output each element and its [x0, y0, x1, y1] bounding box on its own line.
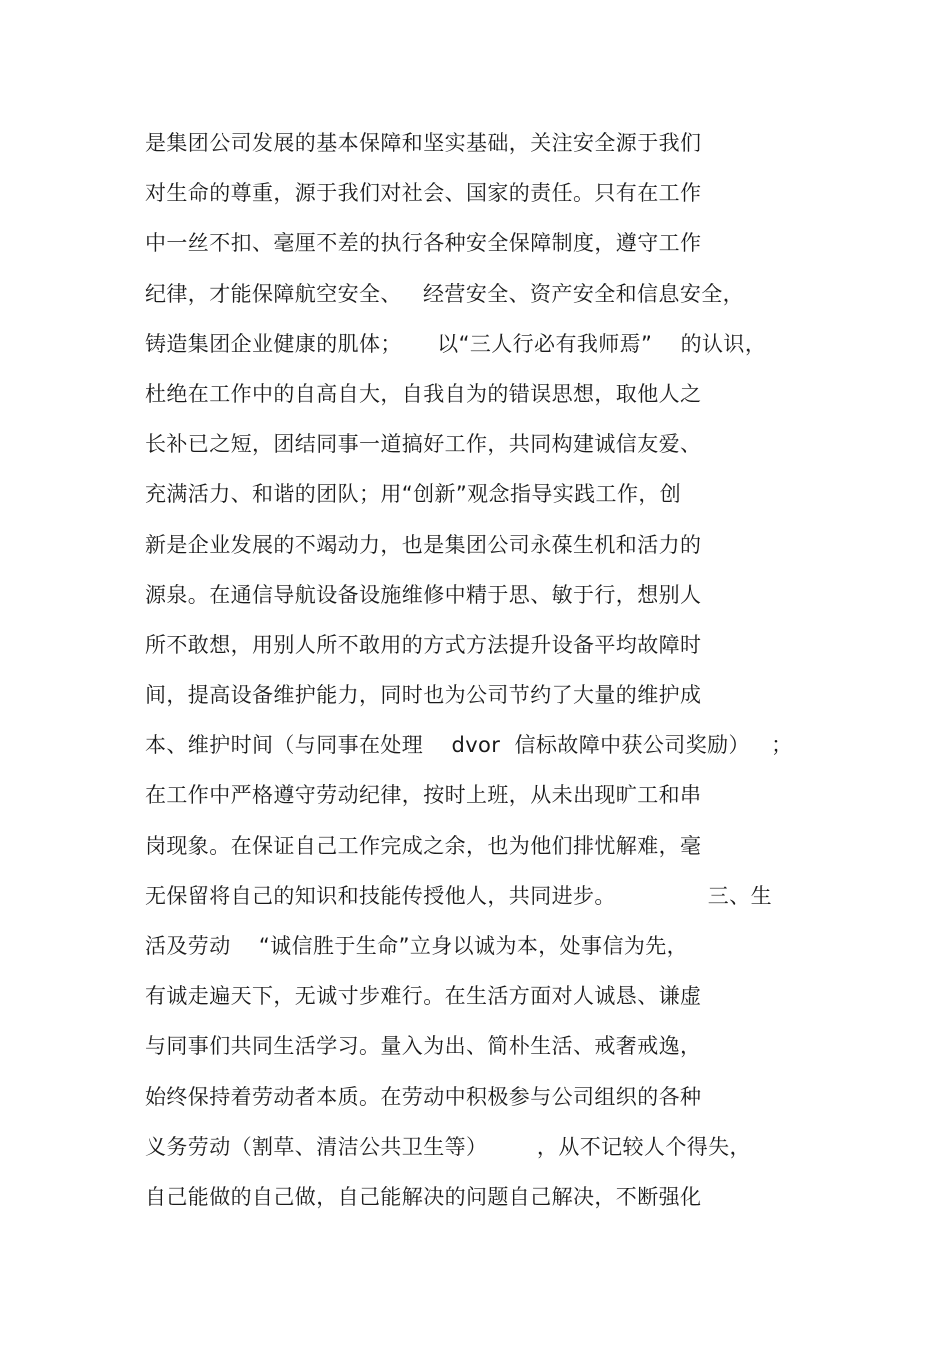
- text-line: 是集团公司发展的基本保障和坚实基础，关注安全源于我们: [145, 131, 702, 155]
- text-line: 对生命的尊重，源于我们对社会、国家的责任。只有在工作: [145, 181, 702, 206]
- text-line: 始终保持着劳动者本质。在劳动中积极参与公司组织的各种: [145, 1084, 702, 1109]
- text-line: 岗现象。在保证自己工作完成之余，也为他们排忧解难，毫: [145, 833, 702, 858]
- text-line: 源泉。在通信导航设备设施维修中精于思、敏于行，想别人: [145, 582, 702, 607]
- text-line: 间，提高设备维护能力，同时也为公司节约了大量的维护成: [145, 683, 702, 708]
- text-line: 义务劳动（割草、清洁公共卫生等） ，从不记较人个得失，: [145, 1134, 751, 1159]
- text-line: 杜绝在工作中的自高自大，自我自为的错误思想，取他人之: [145, 381, 702, 406]
- text-line: 有诚走遍天下，无诚寸步难行。在生活方面对人诚恳、谦虚: [145, 984, 702, 1009]
- text-line: 铸造集团企业健康的肌体； 以“三人行必有我师焉” 的认识，: [145, 331, 767, 356]
- text-line: 中一丝不扣、毫厘不差的执行各种安全保障制度，遵守工作: [145, 231, 702, 256]
- text-line: 无保留将自己的知识和技能传授他人，共同进步。 三、生: [145, 883, 772, 908]
- text-line: 纪律，才能保障航空安全、 经营安全、资产安全和信息安全，: [145, 281, 745, 306]
- text-line: 新是企业发展的不竭动力，也是集团公司永葆生机和活力的: [145, 532, 702, 557]
- text-line: 所不敢想，用别人所不敢用的方式方法提升设备平均故障时: [145, 632, 702, 657]
- text-line: 本、维护时间（与同事在处理 dvor 信标故障中获公司奖励） ；: [145, 733, 793, 758]
- document-body: [145, 118, 825, 1222]
- text-line: 与同事们共同生活学习。量入为出、简朴生活、戒奢戒逸，: [145, 1034, 702, 1059]
- text-line: 在工作中严格遵守劳动纪律，按时上班，从未出现旷工和串: [145, 783, 702, 808]
- text-line: 自己能做的自己做，自己能解决的问题自己解决，不断强化: [145, 1184, 702, 1209]
- text-line: 长补已之短，团结同事一道搞好工作，共同构建诚信友爱、: [145, 432, 702, 457]
- text-line: 活及劳动 “诚信胜于生命”立身以诚为本，处事信为先，: [145, 934, 689, 958]
- text-line: 充满活力、和谐的团队；用“创新”观念指导实践工作，创: [145, 482, 682, 507]
